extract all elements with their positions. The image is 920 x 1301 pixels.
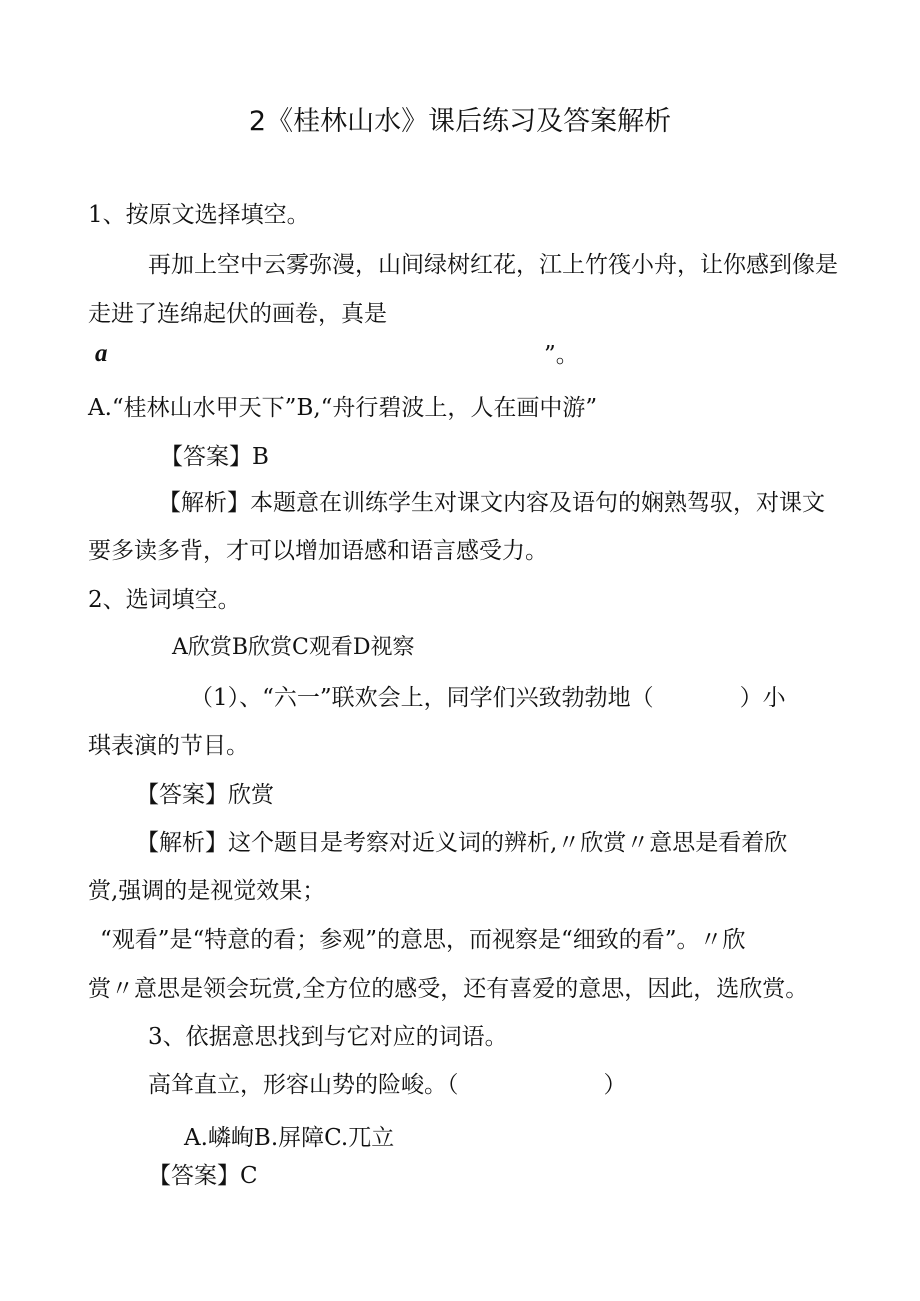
q3-options: A.嶙峋B.屏障C.兀立 bbox=[184, 1125, 395, 1151]
q2-analysis-line3: “观看”是“特意的看；参观”的意思，而视察是“细致的看”。〃欣 bbox=[100, 927, 746, 953]
q3-prompt-text: 高耸直立，形容山势的险峻。（ bbox=[148, 1072, 459, 1098]
q3-prompt bbox=[148, 1073, 627, 1097]
q1-answer: 【答案】B bbox=[160, 444, 269, 470]
q2-item1-line2: 琪表演的节目。 bbox=[88, 733, 249, 759]
q2-analysis-line1: 【解析】这个题目是考察对近义词的辨析,〃欣赏〃意思是看着欣 bbox=[136, 830, 788, 856]
q2-item1-text-end: ）小 bbox=[739, 685, 786, 711]
q2-answer: 【答案】欣赏 bbox=[136, 782, 274, 808]
q2-heading: 2、选词填空。 bbox=[88, 587, 241, 613]
q3-heading: 3、依据意思找到与它对应的词语。 bbox=[148, 1024, 508, 1050]
q2-options: A欣赏B欣赏C观看D视察 bbox=[172, 635, 415, 660]
q1-analysis-line2: 要多读多背，才可以增加语感和语言感受力。 bbox=[88, 538, 548, 564]
q2-analysis-line4: 赏〃意思是领会玩赏,全方位的感受，还有喜爱的意思，因此，选欣赏。 bbox=[88, 976, 809, 1002]
q3-prompt-close: ） bbox=[603, 1072, 627, 1098]
q2-item1-line1 bbox=[190, 686, 786, 710]
document-title: 2《桂林山水》课后练习及答案解析 bbox=[248, 106, 672, 137]
q1-passage-line2: 走进了连绵起伏的画卷，真是 bbox=[88, 301, 387, 327]
q1-analysis-line1: 【解析】本题意在训练学生对课文内容及语句的娴熟驾驭，对课文 bbox=[158, 490, 825, 516]
q1-passage-line1: 再加上空中云雾弥漫，山间绿树红花，江上竹筏小舟，让你感到像是 bbox=[148, 252, 838, 278]
q2-item1-text: （1）、“六一”联欢会上，同学们兴致勃勃地（ bbox=[190, 685, 654, 711]
q1-blank-mark: a bbox=[95, 340, 108, 367]
q3-answer: 【答案】C bbox=[148, 1163, 258, 1189]
q1-options: A.“桂林山水甲天下”B,“舟行碧波上，人在画中游” bbox=[88, 395, 598, 421]
q1-heading: 1、按原文选择填空。 bbox=[88, 202, 310, 228]
q2-analysis-line2: 赏,强调的是视觉效果； bbox=[88, 878, 326, 904]
q1-blank-end-quote: ”。 bbox=[544, 342, 579, 368]
